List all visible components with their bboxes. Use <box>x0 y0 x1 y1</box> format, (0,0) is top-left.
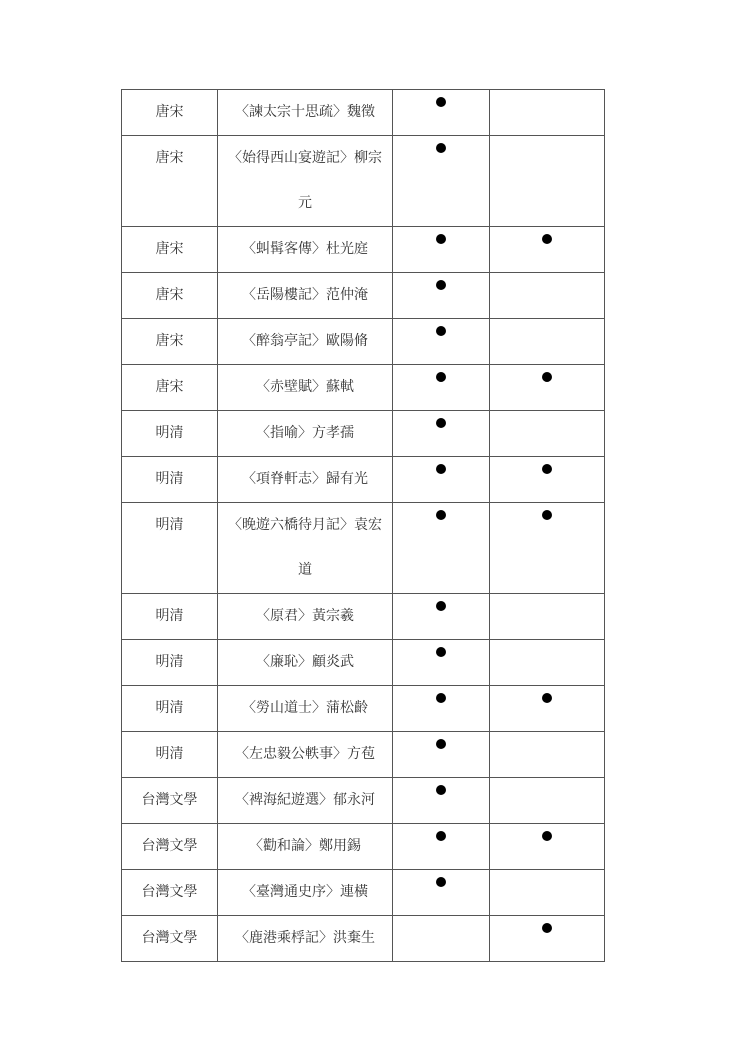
table-row <box>122 778 605 824</box>
filled-dot-icon <box>542 923 552 933</box>
table-row <box>122 136 605 227</box>
mark-cell-2 <box>490 503 605 594</box>
mark-cell-1 <box>393 916 490 962</box>
title-author-cell: 〈諫太宗十思疏〉魏徵 <box>218 90 393 136</box>
table-row <box>122 732 605 778</box>
table-row <box>122 503 605 594</box>
title-author-cell: 〈岳陽樓記〉范仲淹 <box>218 273 393 319</box>
period-cell: 台灣文學 <box>122 824 218 870</box>
mark-cell-1 <box>393 824 490 870</box>
mark-cell-1 <box>393 640 490 686</box>
period-cell: 唐宋 <box>122 319 218 365</box>
filled-dot-icon <box>436 143 446 153</box>
selected-texts-table <box>121 89 605 962</box>
title-author-cell: 〈原君〉黃宗羲 <box>218 594 393 640</box>
table-body <box>122 90 605 962</box>
mark-cell-1 <box>393 686 490 732</box>
period-cell: 唐宋 <box>122 273 218 319</box>
mark-cell-1 <box>393 457 490 503</box>
mark-cell-1 <box>393 227 490 273</box>
filled-dot-icon <box>436 234 446 244</box>
filled-dot-icon <box>436 326 446 336</box>
title-author-cell: 〈始得西山宴遊記〉柳宗元 <box>218 136 393 227</box>
filled-dot-icon <box>542 464 552 474</box>
mark-cell-2 <box>490 686 605 732</box>
filled-dot-icon <box>542 372 552 382</box>
title-author-cell: 〈勞山道士〉蒲松齡 <box>218 686 393 732</box>
table-row <box>122 457 605 503</box>
mark-cell-1 <box>393 411 490 457</box>
mark-cell-1 <box>393 90 490 136</box>
table-row <box>122 916 605 962</box>
mark-cell-2 <box>490 319 605 365</box>
period-cell: 明清 <box>122 411 218 457</box>
period-cell: 明清 <box>122 457 218 503</box>
title-author-cell: 〈左忠毅公軼事〉方苞 <box>218 732 393 778</box>
table-row <box>122 90 605 136</box>
table-row <box>122 273 605 319</box>
title-author-cell: 〈項脊軒志〉歸有光 <box>218 457 393 503</box>
mark-cell-1 <box>393 870 490 916</box>
filled-dot-icon <box>542 510 552 520</box>
mark-cell-2 <box>490 824 605 870</box>
mark-cell-1 <box>393 136 490 227</box>
filled-dot-icon <box>436 831 446 841</box>
title-author-cell: 〈臺灣通史序〉連橫 <box>218 870 393 916</box>
title-author-cell: 〈虯髯客傳〉杜光庭 <box>218 227 393 273</box>
mark-cell-2 <box>490 365 605 411</box>
mark-cell-2 <box>490 411 605 457</box>
table-row <box>122 870 605 916</box>
mark-cell-2 <box>490 273 605 319</box>
title-author-cell: 〈醉翁亭記〉歐陽脩 <box>218 319 393 365</box>
filled-dot-icon <box>436 280 446 290</box>
table-row <box>122 594 605 640</box>
filled-dot-icon <box>436 877 446 887</box>
mark-cell-2 <box>490 136 605 227</box>
period-cell: 唐宋 <box>122 90 218 136</box>
period-cell: 唐宋 <box>122 365 218 411</box>
mark-cell-2 <box>490 227 605 273</box>
filled-dot-icon <box>436 785 446 795</box>
mark-cell-2 <box>490 90 605 136</box>
filled-dot-icon <box>542 234 552 244</box>
filled-dot-icon <box>542 831 552 841</box>
mark-cell-2 <box>490 916 605 962</box>
mark-cell-2 <box>490 778 605 824</box>
mark-cell-1 <box>393 503 490 594</box>
mark-cell-1 <box>393 365 490 411</box>
period-cell: 明清 <box>122 640 218 686</box>
mark-cell-2 <box>490 594 605 640</box>
mark-cell-2 <box>490 457 605 503</box>
mark-cell-1 <box>393 273 490 319</box>
filled-dot-icon <box>436 647 446 657</box>
period-cell: 明清 <box>122 686 218 732</box>
mark-cell-2 <box>490 732 605 778</box>
filled-dot-icon <box>436 464 446 474</box>
title-author-cell: 〈勸和論〉鄭用錫 <box>218 824 393 870</box>
table-row <box>122 824 605 870</box>
title-author-cell: 〈鹿港乘桴記〉洪棄生 <box>218 916 393 962</box>
title-author-cell: 〈指喻〉方孝孺 <box>218 411 393 457</box>
period-cell: 唐宋 <box>122 136 218 227</box>
filled-dot-icon <box>436 418 446 428</box>
mark-cell-1 <box>393 778 490 824</box>
period-cell: 明清 <box>122 594 218 640</box>
period-cell: 明清 <box>122 732 218 778</box>
table-row <box>122 686 605 732</box>
filled-dot-icon <box>436 97 446 107</box>
filled-dot-icon <box>436 693 446 703</box>
title-author-cell: 〈赤壁賦〉蘇軾 <box>218 365 393 411</box>
period-cell: 明清 <box>122 503 218 594</box>
filled-dot-icon <box>436 510 446 520</box>
period-cell: 台灣文學 <box>122 870 218 916</box>
mark-cell-2 <box>490 870 605 916</box>
title-author-cell: 〈廉恥〉顧炎武 <box>218 640 393 686</box>
table-row <box>122 227 605 273</box>
filled-dot-icon <box>436 372 446 382</box>
mark-cell-1 <box>393 732 490 778</box>
table-row <box>122 411 605 457</box>
table-row <box>122 365 605 411</box>
title-author-cell: 〈晚遊六橋待月記〉袁宏道 <box>218 503 393 594</box>
title-author-cell: 〈裨海紀遊選〉郁永河 <box>218 778 393 824</box>
mark-cell-2 <box>490 640 605 686</box>
filled-dot-icon <box>436 739 446 749</box>
filled-dot-icon <box>436 601 446 611</box>
table-row <box>122 319 605 365</box>
table-row <box>122 640 605 686</box>
period-cell: 台灣文學 <box>122 778 218 824</box>
filled-dot-icon <box>542 693 552 703</box>
mark-cell-1 <box>393 594 490 640</box>
period-cell: 唐宋 <box>122 227 218 273</box>
period-cell: 台灣文學 <box>122 916 218 962</box>
mark-cell-1 <box>393 319 490 365</box>
